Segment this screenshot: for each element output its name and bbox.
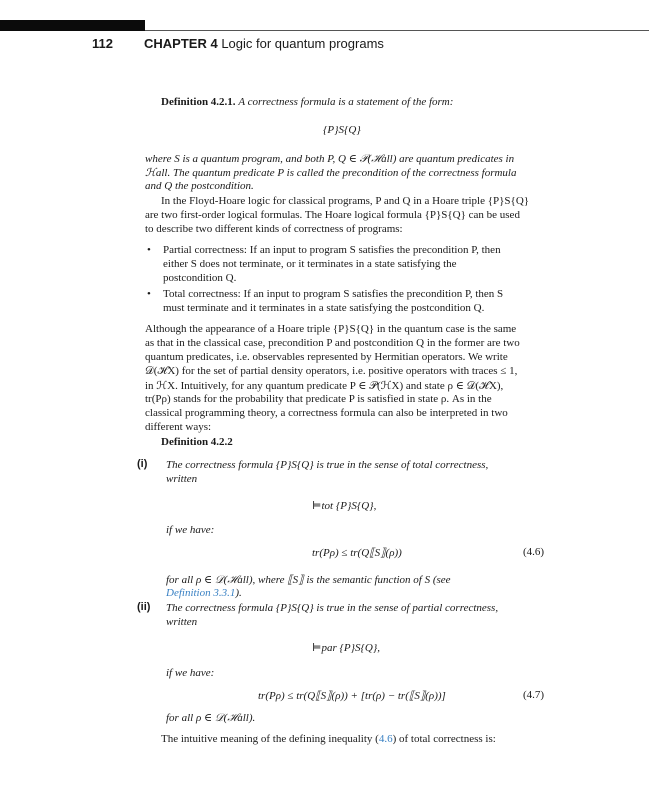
def422-i-label: (i)	[137, 458, 148, 470]
bullet-marker-1: •	[147, 244, 151, 256]
def421-body-1: where S is a quantum program, and both P, Q ∈ 𝒫(ℋall) are quantum predicates in	[145, 153, 515, 165]
def422-ii-forall: for all ρ ∈ 𝒟(ℋall).	[166, 712, 256, 724]
def421-statement: A correctness formula is a statement of the form:	[238, 96, 454, 108]
bullet-1-line-1: Partial correctness: If an input to program S satisfies the precondition P, then	[163, 244, 501, 256]
closing-post: ) of total correctness is:	[392, 733, 496, 745]
def422-ii-ifwehave: if we have:	[166, 667, 215, 679]
closing-pre: The intuitive meaning of the defining inequality (	[161, 733, 379, 745]
para1-line-1: In the Floyd-Hoare logic for classical programs, P and Q in a Hoare triple {P}S{Q}	[161, 195, 530, 207]
para1-line-2: are two first-order logical formulas. The Hoare logical formula {P}S{Q} can be used	[145, 209, 520, 221]
bullet-2-line-1: Total correctness: If an input to program S satisfies the precondition P, then S	[163, 288, 504, 300]
bullet-1-line-3: postcondition Q.	[163, 272, 237, 284]
para2-line-1: Although the appearance of a Hoare triple {P}S{Q} in the quantum case is the same	[145, 323, 517, 335]
chapter-title: Logic for quantum programs	[221, 36, 384, 51]
para2-line-4: 𝒟(ℋX) for the set of partial density operators, i.e. positive operators with traces ≤ 1,	[145, 365, 518, 377]
equation-number-4-7: (4.7)	[523, 689, 545, 701]
para2-line-8: different ways:	[145, 421, 212, 433]
para2-line-7: classical programming theory, a correctness formula can also be interpreted in two	[145, 407, 508, 419]
header-bar	[0, 20, 145, 31]
header-rule	[145, 30, 649, 31]
equation-number-4-6: (4.6)	[523, 546, 545, 558]
def422-i-inequality: tr(Pρ) ≤ tr(Q⟦S⟧(ρ))	[312, 547, 402, 559]
def422-i-forall-2	[166, 587, 242, 599]
def422-label: Definition 4.2.2	[161, 436, 233, 448]
def422-ii-line-2: written	[166, 616, 198, 628]
page-number: 112	[92, 36, 113, 51]
para2-line-6: tr(Pρ) stands for the probability that predicate P is satisfied in state ρ. As in the	[145, 393, 492, 405]
para1-line-3: to describe two different kinds of correctness of programs:	[145, 223, 403, 235]
para2-line-5: in ℋX. Intuitively, for any quantum predicate P ∈ 𝒫(ℋX) and state ρ ∈ 𝒟(ℋX),	[145, 380, 504, 392]
def422-i-line-2: written	[166, 473, 198, 485]
def422-i-line-1: The correctness formula {P}S{Q} is true in the sense of total correctness,	[166, 459, 489, 471]
def422-ii-inequality: tr(Pρ) ≤ tr(Q⟦S⟧(ρ)) + [tr(ρ) − tr(⟦S⟧(ρ))]	[258, 690, 446, 702]
equation-4-6-link[interactable]: 4.6	[378, 733, 393, 745]
def422-i-ifwehave: if we have:	[166, 524, 215, 536]
chapter-heading	[144, 36, 384, 51]
def421-heading	[161, 96, 453, 108]
para2-line-2: as that in the classical case, precondition P and postcondition Q in the former are two	[145, 337, 520, 349]
bullet-1-line-2: either S does not terminate, or it terminates in a state satisfying the	[163, 258, 457, 270]
def422-ii-label: (ii)	[137, 601, 151, 613]
def421-body-2: ℋall. The quantum predicate P is called the precondition of the correctness formula	[145, 167, 517, 179]
bullet-2-line-2: must terminate and it terminates in a state satisfying the postcondition Q.	[163, 302, 485, 314]
chapter-label: CHAPTER 4	[144, 36, 218, 51]
def422-i-formula: ⊨tot {P}S{Q},	[312, 500, 377, 512]
def421-body-3: and Q the postcondition.	[145, 180, 254, 192]
def422-i-forall-1: for all ρ ∈ 𝒟(ℋall), where ⟦S⟧ is the semantic function of S (see	[166, 574, 451, 586]
def422-i-forall-tail: ).	[235, 587, 242, 599]
closing-line	[161, 733, 496, 745]
bullet-marker-2: •	[147, 288, 151, 300]
def421-label: Definition 4.2.1.	[161, 96, 236, 108]
def422-ii-formula: ⊨par {P}S{Q},	[312, 642, 380, 654]
def422-ii-line-1: The correctness formula {P}S{Q} is true in the sense of partial correctness,	[166, 602, 499, 614]
para2-line-3: quantum predicates, i.e. observables represented by Hermitian operators. We write	[145, 351, 508, 363]
definition-3-3-1-link[interactable]: Definition 3.3.1	[166, 587, 236, 599]
def421-formula: {P}S{Q}	[323, 124, 361, 136]
